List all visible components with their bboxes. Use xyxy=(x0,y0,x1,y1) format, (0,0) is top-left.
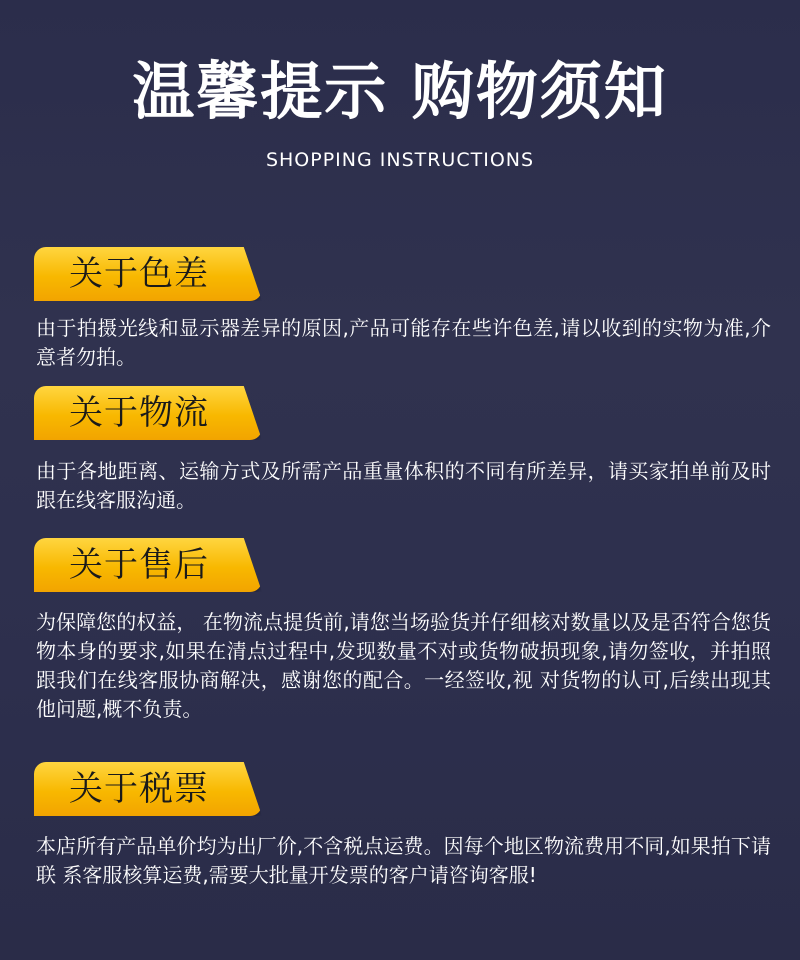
section-tag-label: 关于税票 xyxy=(69,769,209,809)
page-title: 温馨提示 购物须知 xyxy=(132,55,668,128)
page-subtitle: SHOPPING INSTRUCTIONS xyxy=(265,149,535,171)
section-body-text: 由于各地距离、运输方式及所需产品重量体积的不同有所差异，请买家拍单前及时跟在线客服沟通。 xyxy=(36,459,771,512)
section-body-text: 本店所有产品单价均为出厂价,不含税点运费。因每个地区物流费用不同,如果拍下请联 系客服核算运费,需要大批量开发票的客户请咨询客服! xyxy=(36,834,771,887)
section-body-text: 由于拍摄光线和显示器差异的原因,产品可能存在些许色差,请以收到的实物为准,介意者勿拍。 xyxy=(36,316,771,369)
section-tag-label: 关于色差 xyxy=(69,254,209,294)
section-tag-label: 关于售后 xyxy=(69,545,209,585)
section-tag-label: 关于物流 xyxy=(69,393,209,433)
section-body-text: 为保障您的权益， 在物流点提货前,请您当场验货并仔细核对数量以及是否符合您货物本身的要求,如果在清点过程中,发现数量不对或货物破损现象,请勿签收，并拍照跟我们在线客服协商解决，感谢您的配合。一经签收,视 对货物的认可,后续出现其他问题,概不负责。 xyxy=(36,610,771,721)
